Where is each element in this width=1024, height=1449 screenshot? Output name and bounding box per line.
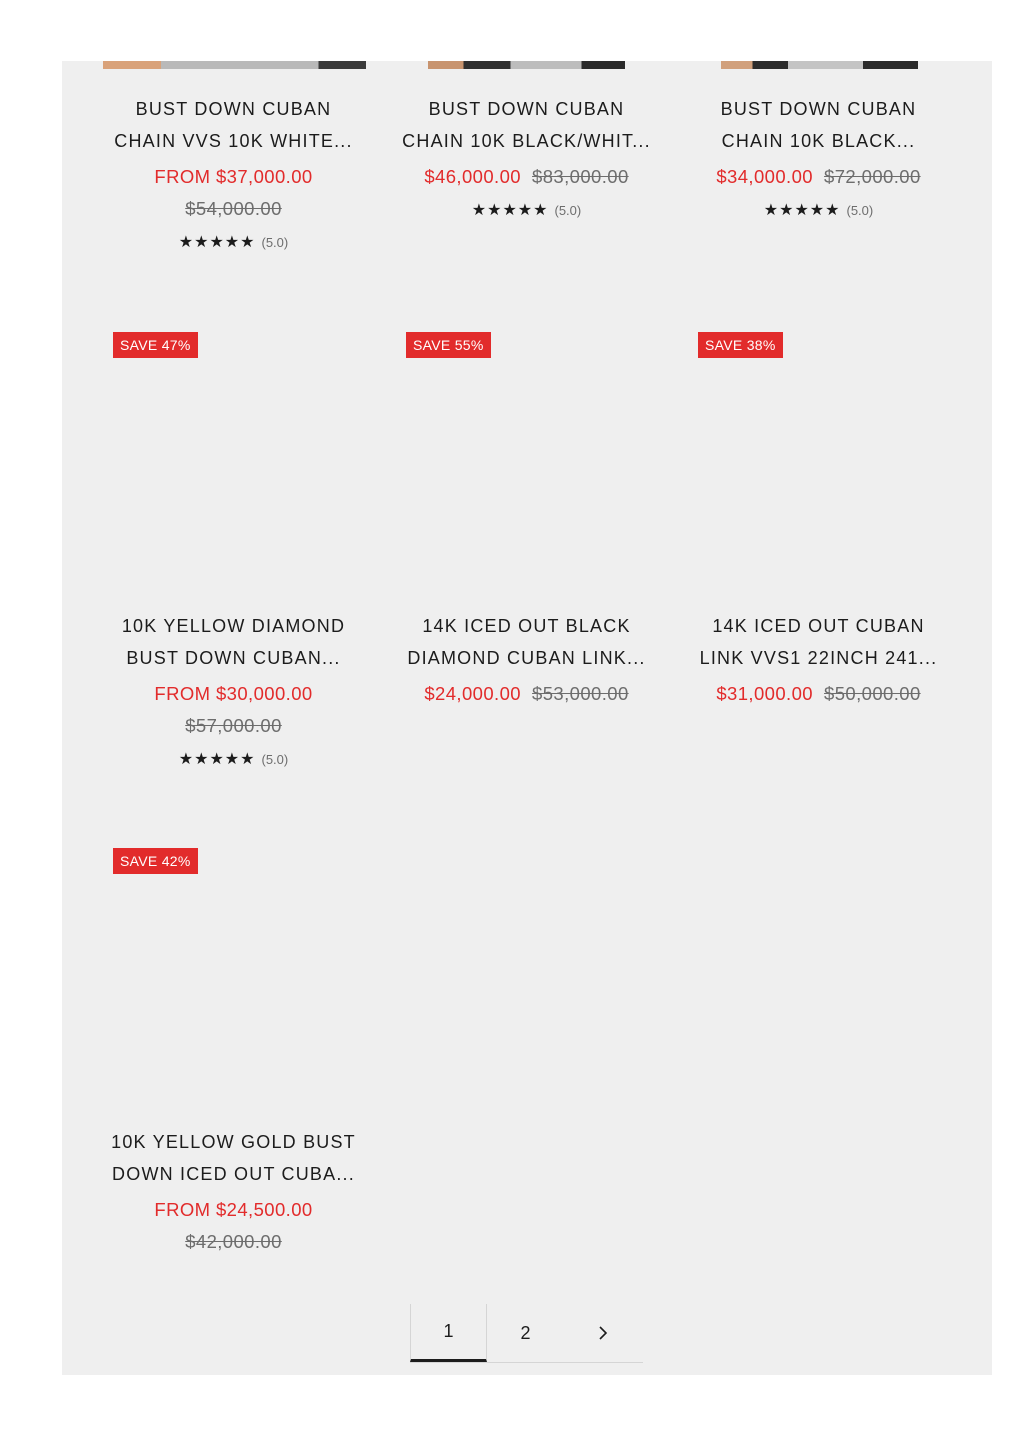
original-price: $42,000.00: [185, 1231, 282, 1252]
product-card[interactable]: [380, 93, 673, 221]
sale-price: $46,000.00: [424, 166, 521, 187]
save-badge: SAVE 42%: [113, 848, 198, 874]
star-rating-icon: ★★★★★: [763, 202, 841, 219]
product-rating: ★★★★★ (5.0): [471, 202, 582, 219]
sale-price: $34,000.00: [716, 166, 813, 187]
product-card[interactable]: [87, 610, 380, 770]
product-rating: ★★★★★ (5.0): [178, 234, 289, 251]
product-card[interactable]: [672, 93, 965, 221]
product-title[interactable]: 10K YELLOW DIAMOND BUST DOWN CUBAN...: [121, 616, 346, 668]
original-price: $54,000.00: [185, 198, 282, 219]
star-rating-icon: ★★★★★: [178, 234, 256, 251]
original-price: $53,000.00: [532, 683, 629, 704]
product-card[interactable]: [380, 610, 673, 710]
sale-price: FROM $37,000.00: [154, 166, 313, 187]
product-image-2[interactable]: [428, 61, 625, 69]
product-title[interactable]: BUST DOWN CUBAN CHAIN 10K BLACK/WHIT...: [402, 99, 651, 151]
product-card[interactable]: [87, 93, 380, 253]
sale-price: FROM $24,500.00: [154, 1199, 313, 1220]
next-page-button[interactable]: [564, 1304, 641, 1362]
star-rating-icon: ★★★★★: [178, 751, 256, 768]
save-badge: SAVE 55%: [406, 332, 491, 358]
product-title[interactable]: 14K ICED OUT BLACK DIAMOND CUBAN LINK...: [407, 616, 646, 668]
save-badge: SAVE 47%: [113, 332, 198, 358]
original-price: $57,000.00: [185, 715, 282, 736]
sale-price: $31,000.00: [716, 683, 813, 704]
original-price: $72,000.00: [824, 166, 921, 187]
product-title[interactable]: 10K YELLOW GOLD BUST DOWN ICED OUT CUBA...: [111, 1132, 356, 1184]
save-badge: SAVE 38%: [698, 332, 783, 358]
product-image-1[interactable]: [103, 61, 366, 69]
product-rating: ★★★★★ (5.0): [178, 751, 289, 768]
page-1-button[interactable]: 1: [410, 1304, 487, 1362]
sale-price: FROM $30,000.00: [154, 683, 313, 704]
chevron-right-icon: [596, 1325, 610, 1341]
page-2-button[interactable]: 2: [520, 1322, 531, 1343]
product-title[interactable]: 14K ICED OUT CUBAN LINK VVS1 22INCH 241...: [699, 616, 938, 668]
product-title[interactable]: BUST DOWN CUBAN CHAIN VVS 10K WHITE...: [114, 99, 353, 151]
sale-price: $24,000.00: [424, 683, 521, 704]
product-image-3[interactable]: [721, 61, 918, 69]
star-rating-icon: ★★★★★: [471, 202, 549, 219]
product-rating: ★★★★★ (5.0): [763, 202, 874, 219]
original-price: $50,000.00: [824, 683, 921, 704]
pagination: [410, 1304, 643, 1363]
product-title[interactable]: BUST DOWN CUBAN CHAIN 10K BLACK...: [720, 99, 917, 151]
product-card[interactable]: [672, 610, 965, 710]
original-price: $83,000.00: [532, 166, 629, 187]
product-card[interactable]: [87, 1126, 380, 1258]
